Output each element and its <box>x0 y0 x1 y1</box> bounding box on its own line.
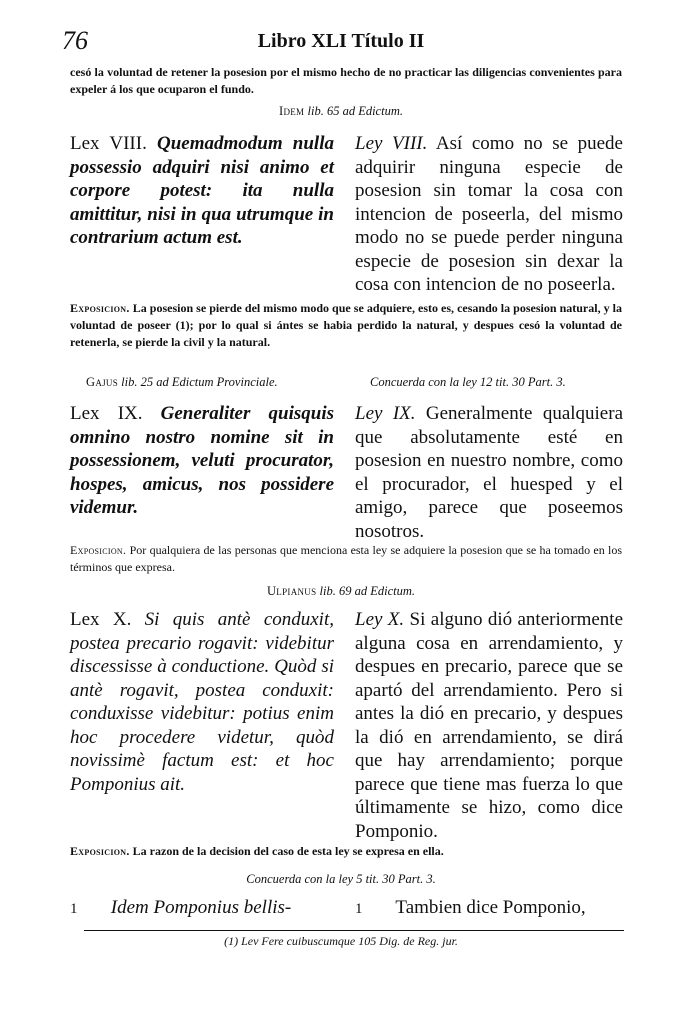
paragraph-number: 1 <box>70 901 78 917</box>
exposicion-paragraph <box>70 843 622 860</box>
latin-paragraph-1 <box>70 896 334 922</box>
source-author: Idem <box>279 104 305 118</box>
footnote: (1) Lev Fere cuibuscumque 105 Dig. de Reg. jur. <box>224 934 458 948</box>
latin-text: Generaliter quisquis omnino nostro nomine sit in possessionem, veluti procurator, hospes, amicus, nos possidere videmur. <box>70 403 334 518</box>
lex-heading: Lex IX. <box>70 403 143 424</box>
concordance-text: Concuerda con la ley 5 tit. 30 Part. 3. <box>246 872 436 886</box>
exposicion-label: Exposicion. <box>70 301 130 315</box>
paragraph-number: 1 <box>355 901 363 917</box>
exposicion-text: La razon de la decision del caso de esta ley se expresa en ella. <box>132 844 444 858</box>
exposicion-text: La posesion se pierde del mismo modo que se adquiere, esto es, cesando la posesion natural, y la voluntad de poseer (1); por lo qual si ántes se habia perdido la natural, y despues cesó la voluntad de retenerla, se pierde la civil y la natural. <box>70 301 623 349</box>
exposicion-label: Exposicion. <box>70 543 127 557</box>
source-author: Ulpianus <box>266 584 317 598</box>
latin-text-block <box>70 132 334 250</box>
latin-text: Idem Pomponius bellis- <box>110 897 292 918</box>
source-ref: lib. 65 ad Edictum. <box>307 104 403 118</box>
footnote-divider <box>84 930 624 931</box>
latin-text: Si quis antè conduxit, postea precario rogavit: videbitur discessisse à conductione. Quòd si antè rogavit, postea conduxit: conduxisse videbitur: potius enim hoc procedere videtur, quòd novissimè factum est: et hoc Pomponius ait. <box>70 609 334 795</box>
spanish-text: Generalmente qualquiera que absolutamente esté en posesion en nuestro nombre, como el procurador, el huesped y el amigo, parece que poseemos nosotros. <box>355 403 624 542</box>
concordance-text: Concuerda con la ley 12 tit. 30 Part. 3. <box>370 375 566 389</box>
spanish-text: Si alguno dió anteriormente alguna cosa en arrendamiento, y despues en precario, parece que se apartó del arrendamiento. Pero si antes la dió en precario, y despues la dió en arrendamiento, se dirá que hay arrendamiento; porque parece que tiene mas fuerza lo que últimamente se hizo, como dice Pomponio. <box>355 609 624 842</box>
ley-heading: Ley IX. <box>355 403 416 424</box>
ley-heading: Ley X. <box>355 609 405 630</box>
intro-paragraph: cesó la voluntad de retener la posesion por el mismo hecho de no practicar las diligencias convenientes para expeler á los que ocuparon el fundo. <box>70 65 622 96</box>
concordance-note <box>370 375 630 390</box>
latin-text: Quemadmodum nulla possessio adquiri nisi animo et corpore potest: ita nulla amittitur, nisi in qua utrumque in contrarium actum est. <box>70 133 334 248</box>
ley-heading: Ley VIII. <box>355 133 428 154</box>
spanish-text-block <box>355 402 623 543</box>
latin-text-block <box>70 402 334 520</box>
source-citation <box>0 584 682 599</box>
spanish-text-block <box>355 132 623 297</box>
source-citation <box>86 375 346 390</box>
exposicion-paragraph <box>70 542 622 576</box>
lex-heading: Lex VIII. <box>70 133 147 154</box>
exposicion-label: Exposicion. <box>70 844 130 858</box>
spanish-text-block <box>355 608 623 843</box>
lex-heading: Lex X. <box>70 609 132 630</box>
spanish-text: Así como no se puede adquirir ninguna especie de posesion sin tomar la cosa con intencion de poseerla, del mismo modo no se puede perder ninguna especie de posesion sin dexar la cosa con intencion de no poseerla. <box>355 133 623 295</box>
source-ref: lib. 25 ad Edictum Provinciale. <box>121 375 278 389</box>
spanish-text: Tambien dice Pomponio, <box>395 897 586 918</box>
concordance-note <box>0 872 682 887</box>
page-number: 76 <box>62 26 88 55</box>
running-title: Libro XLI Título II <box>257 30 425 52</box>
exposicion-paragraph <box>70 300 622 351</box>
source-author: Gajus <box>86 375 119 389</box>
source-ref: lib. 69 ad Edictum. <box>319 584 416 598</box>
exposicion-text: Por qualquiera de las personas que menciona esta ley se adquiere la posesion que se ha tomado en los términos que expresa. <box>70 543 623 574</box>
latin-text-block <box>70 608 334 796</box>
spanish-paragraph-1 <box>355 896 623 922</box>
source-citation <box>0 104 682 119</box>
